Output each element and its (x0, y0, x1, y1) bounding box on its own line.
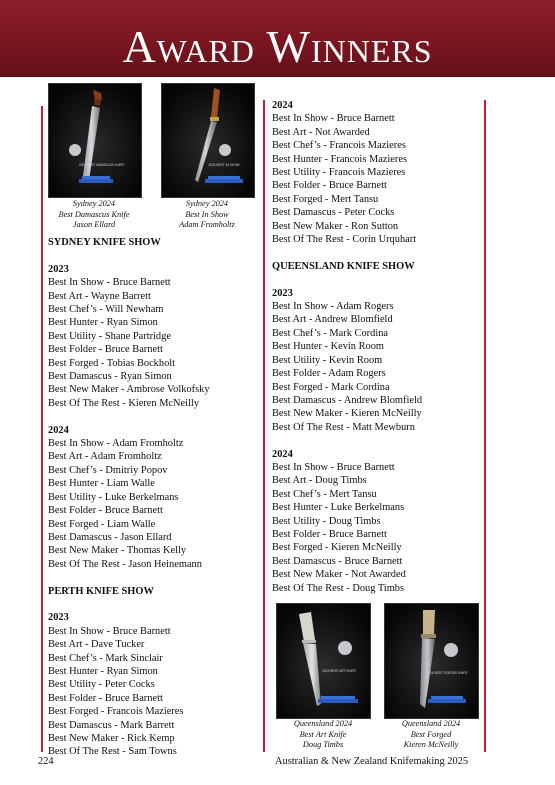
award-item: Best Art - Doug Timbs (272, 475, 367, 487)
knife-image (277, 604, 370, 718)
year-heading: 2023 (48, 612, 69, 624)
award-item: Best New Maker - Not Awarded (272, 569, 406, 581)
award-item: Best Chef’s - Mert Tansu (272, 488, 377, 500)
award-list (48, 625, 260, 759)
award-item: Best In Show - Bruce Barnett (48, 625, 171, 637)
year-heading: 2023 (272, 287, 293, 299)
award-item: Best In Show - Adam Fromholtz (48, 438, 184, 450)
award-item: Best Art - Dave Tucker (48, 639, 145, 651)
award-item: Best New Maker - Ambrose Volkofsky (48, 384, 210, 396)
award-item: Best Forged - Kieren McNeilly (272, 542, 402, 554)
knife-image (49, 84, 141, 197)
award-item: Best Folder - Bruce Barnett (48, 344, 163, 356)
award-item: Best Of The Rest - Sam Towns (48, 746, 177, 758)
publication-title: Australian & New Zealand Knifemaking 2025 (275, 756, 469, 767)
award-list (48, 276, 260, 410)
knife-photo-queensland-forged (384, 603, 479, 719)
award-item: Best Chef’s - Dmitriy Popov (48, 464, 168, 476)
award-item: Best New Maker - Kieren McNeilly (272, 408, 422, 420)
award-item: Best Art - Andrew Blomfield (272, 314, 393, 326)
award-item: Best Folder - Adam Rogers (272, 368, 386, 380)
award-item: Best Hunter - Kevin Room (272, 341, 384, 353)
award-item: Best Damascus - Ryan Simon (48, 371, 172, 383)
award-item: Best Chef’s - Francois Mazieres (272, 140, 406, 152)
award-item: Best In Show - Adam Rogers (272, 301, 394, 313)
header-banner (0, 0, 555, 77)
award-item: Best Hunter - Liam Walle (48, 478, 155, 490)
page-title: Award Winners (122, 21, 433, 72)
award-list (272, 461, 482, 595)
award-item: Best Chef’s - Will Newham (48, 304, 164, 316)
award-item: Best Utility - Shane Partridge (48, 330, 171, 342)
left-column (48, 236, 260, 759)
svg-text:2024 BEST IN SHOW: 2024 BEST IN SHOW (208, 163, 240, 167)
award-item: Best Damascus - Peter Cocks (272, 207, 395, 219)
svg-text:2024 BEST FORGED KNIFE: 2024 BEST FORGED KNIFE (426, 671, 468, 675)
award-list (272, 112, 482, 246)
award-item: Best In Show - Bruce Barnett (48, 277, 171, 289)
award-item: Best Damascus - Mark Barrett (48, 719, 175, 731)
section-heading-perth: PERTH KNIFE SHOW (48, 585, 154, 597)
year-heading: 2024 (272, 100, 293, 111)
award-list (272, 300, 482, 434)
section-heading-sydney: SYDNEY KNIFE SHOW (48, 237, 161, 248)
award-item: Best Utility - Kevin Room (272, 354, 383, 366)
award-item: Best Forged - Liam Walle (48, 518, 156, 530)
photo-caption-2: Sydney 2024 Best In Show Adam Fromholtz (179, 199, 235, 230)
award-item: Best Of The Rest - Kieren McNeilly (48, 397, 200, 409)
knife-photo-queensland-art (276, 603, 371, 719)
award-item: Best Forged - Tobias Bockholt (48, 357, 176, 369)
award-list (48, 437, 260, 571)
knife-image (162, 84, 254, 197)
award-item: Best Art - Adam Fromholtz (48, 451, 162, 463)
award-item: Best Utility - Doug Timbs (272, 515, 381, 527)
award-item: Best Damascus - Bruce Barnett (272, 555, 403, 567)
award-item: Best Forged - Francois Mazieres (48, 706, 184, 718)
photo-caption-4: Queensland 2024 Best Forged Kieren McNeilly (401, 719, 461, 750)
award-item: Best In Show - Bruce Barnett (272, 113, 395, 125)
year-heading: 2023 (48, 263, 69, 275)
award-item: Best Forged - Mert Tansu (272, 193, 379, 205)
center-rule (263, 100, 265, 752)
award-item: Best Utility - Peter Cocks (48, 679, 155, 691)
award-item: Best Damascus - Andrew Blomfield (272, 394, 423, 406)
award-item: Best Chef’s - Mark Cordina (272, 327, 389, 339)
award-item: Best New Maker - Thomas Kelly (48, 545, 187, 557)
svg-text:2024 BEST ART KNIFE: 2024 BEST ART KNIFE (322, 669, 356, 673)
award-item: Best Of The Rest - Corin Urquhart (272, 234, 417, 246)
award-item: Best Of The Rest - Matt Mewburn (272, 421, 415, 433)
right-column (272, 99, 482, 595)
award-item: Best Art - Wayne Barrett (48, 290, 151, 302)
award-item: Best Damascus - Jason Ellard (48, 531, 172, 543)
award-item: Best Folder - Bruce Barnett (48, 692, 163, 704)
knife-photo-sydney-damascus (48, 83, 142, 198)
svg-text:2024 BEST DAMASCUS KNIFE: 2024 BEST DAMASCUS KNIFE (79, 163, 125, 167)
year-heading: 2024 (48, 424, 69, 436)
award-item: Best Of The Rest - Jason Heinemann (48, 558, 202, 570)
award-item: Best Folder - Bruce Barnett (48, 505, 163, 517)
award-item: Best Of The Rest - Doug Timbs (272, 582, 405, 594)
award-item: Best Hunter - Luke Berkelmans (272, 502, 405, 514)
photo-caption-1: Sydney 2024 Best Damascus Knife Jason Ellard (58, 199, 130, 230)
knife-image (385, 604, 478, 718)
award-item: Best Folder - Bruce Barnett (272, 180, 387, 192)
award-item: Best Hunter - Ryan Simon (48, 665, 158, 677)
photo-caption-3: Queensland 2024 Best Art Knife Doug Timbs (293, 719, 353, 750)
award-item: Best Art - Not Awarded (272, 126, 370, 138)
award-item: Best Forged - Mark Cordina (272, 381, 390, 393)
award-item: Best In Show - Bruce Barnett (272, 461, 395, 473)
section-heading-queensland: QUEENSLAND KNIFE SHOW (272, 260, 415, 272)
right-rule (484, 100, 486, 752)
award-item: Best Hunter - Francois Mazieres (272, 153, 408, 165)
award-item: Best New Maker - Rick Kemp (48, 732, 175, 744)
award-item: Best Chef’s - Mark Sinclair (48, 652, 163, 664)
award-item: Best New Maker - Ron Sutton (272, 220, 399, 232)
award-item: Best Utility - Luke Berkelmans (48, 491, 179, 503)
knife-photo-sydney-best-in-show (161, 83, 255, 198)
award-item: Best Utility - Francois Mazieres (272, 167, 406, 179)
page-number: 224 (38, 756, 54, 767)
year-heading: 2024 (272, 448, 293, 460)
award-item: Best Folder - Bruce Barnett (272, 528, 387, 540)
award-item: Best Hunter - Ryan Simon (48, 317, 158, 329)
